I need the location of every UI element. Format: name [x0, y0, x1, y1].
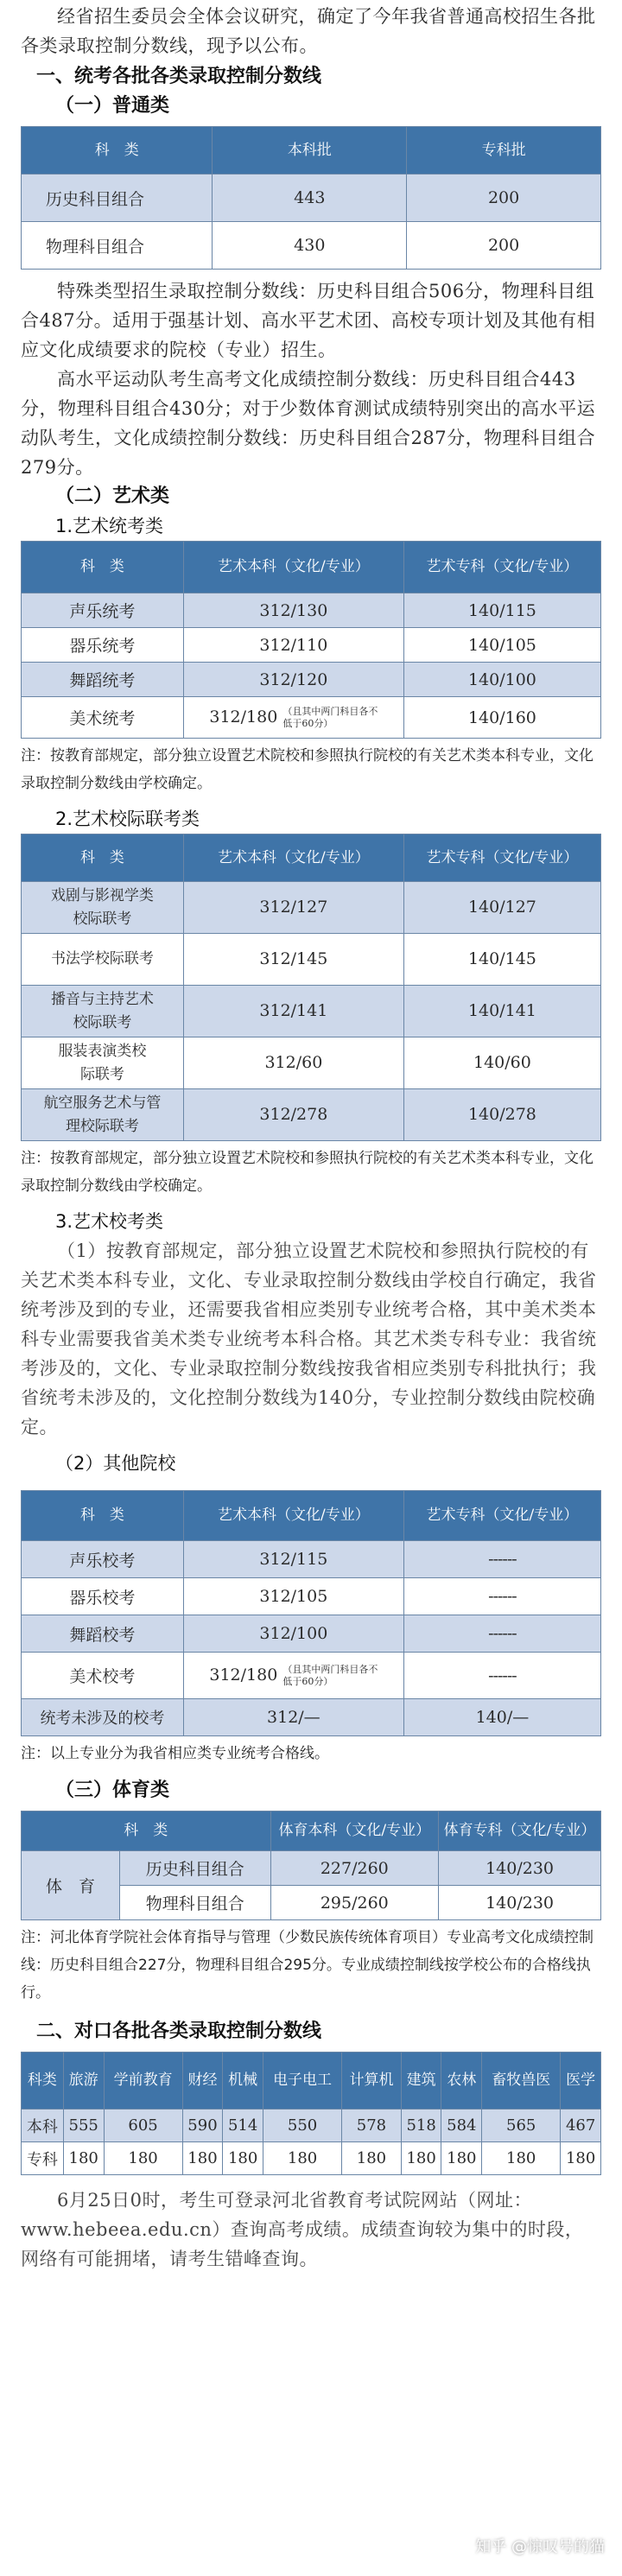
cell-value: 584: [441, 2110, 482, 2142]
table-row: [22, 1541, 601, 1578]
cell-value: 180: [342, 2142, 402, 2175]
cell-value: 140/105: [403, 628, 600, 663]
cell-value: 565: [482, 2110, 561, 2142]
header-cell: 计算机: [342, 2053, 402, 2110]
table-row: [22, 986, 601, 1037]
header-cell: 医学: [561, 2053, 601, 2110]
cell-footnote: （且其中两门科目各不低于60分）: [282, 705, 378, 729]
cell-value: 443: [213, 174, 407, 222]
athlete-paragraph: 高水平运动队考生高考文化成绩控制分数线：历史科目组合443分，物理科目组合430分；对于少数体育测试成绩特别突出的高水平运动队考生，文化成绩控制分数线：历史科目组合287分，物理科目组合279分。: [21, 369, 596, 478]
header-cell: 学前教育: [104, 2053, 182, 2110]
table-row: [22, 2110, 601, 2142]
table-row: [22, 628, 601, 663]
table-row: [22, 1578, 601, 1615]
header-cell: 本科批: [213, 127, 407, 174]
header-cell: 建筑: [401, 2053, 441, 2110]
cell-value: ------: [403, 1541, 600, 1578]
header-cell: 科 类: [22, 1491, 184, 1541]
vocational-table: [21, 2052, 601, 2175]
table-row: [22, 1037, 601, 1089]
row-label: 书法学校际联考: [22, 934, 184, 986]
cell-value: 140/115: [403, 593, 600, 628]
table-row: [22, 1851, 601, 1886]
cell-value: 180: [561, 2142, 601, 2175]
cell-value: 180: [441, 2142, 482, 2175]
row-label: 器乐统考: [22, 628, 184, 663]
table-row: [22, 593, 601, 628]
cell-value: 312/278: [183, 1089, 403, 1141]
header-cell: 财经: [182, 2053, 223, 2110]
cell-value: 312/110: [183, 628, 403, 663]
cell-value: 514: [223, 2110, 263, 2142]
row-label: 统考未涉及的校考: [22, 1699, 184, 1736]
cell-value: ------: [403, 1653, 600, 1699]
cell-value: 295/260: [270, 1886, 439, 1920]
header-cell: 专科批: [407, 127, 601, 174]
art-school-paragraph: （1）按教育部规定，部分独立设置艺术院校和参照执行院校的有关艺术类本科专业，文化、专业录取控制分数线由学校自行确定，我省统考涉及到的专业，还需要我省相应类别专业统考合格，其中美术类本科专业需要我省美术类专业统考本科合格。其艺术类专科专业：我省统考涉及的，文化、专业录取控制分数线按我省相应类别专科批执行；我省统考未涉及的，文化控制分数线为140分，专业控制分数线由院校确定。: [21, 1240, 597, 1437]
header-cell: 艺术本科（文化/专业）: [183, 834, 403, 882]
header-cell: 机械: [223, 2053, 263, 2110]
table-header-row: [22, 127, 601, 174]
art-joint-title: 2.艺术校际联考类: [55, 809, 200, 829]
header-cell: 畜牧兽医: [482, 2053, 561, 2110]
cell-value: 312/100: [183, 1615, 403, 1653]
row-label: 历史科目组合: [22, 174, 213, 222]
row-label: 器乐校考: [22, 1578, 184, 1615]
cell-value: 312/—: [183, 1699, 403, 1736]
sports-note: 注：河北体育学院社会体育指导与管理（少数民族传统体育项目）专业高考文化成绩控制线：历史科目组合227分，物理科目组合295分。专业成绩控制线按学校公布的合格线执行。: [21, 1929, 593, 2002]
header-cell: 科 类: [22, 834, 184, 882]
art-school-table: [21, 1490, 601, 1736]
cell-value: 578: [342, 2110, 402, 2142]
art-joint-note: 注：按教育部规定，部分独立设置艺术院校和参照执行院校的有关艺术类本科专业，文化录取控制分数线由学校确定。: [21, 1150, 593, 1195]
table-row: [22, 882, 601, 934]
cell-value: 312/130: [183, 593, 403, 628]
cell-footnote: （且其中两门科目各不低于60分）: [282, 1663, 378, 1687]
cell-value: 140/—: [403, 1699, 600, 1736]
cell-value: 140/160: [403, 697, 600, 739]
cell-value: 605: [104, 2110, 182, 2142]
row-label: 舞蹈统考: [22, 663, 184, 697]
table-row: [22, 1615, 601, 1653]
row-label: 戏剧与影视学类校际联考: [22, 882, 184, 934]
cell-value: 180: [263, 2142, 342, 2175]
cell-value: 140/141: [403, 986, 600, 1037]
cell-value: 140/278: [403, 1089, 600, 1141]
header-cell: 艺术本科（文化/专业）: [183, 542, 403, 593]
header-cell: 农林: [441, 2053, 482, 2110]
closing-paragraph: 6月25日0时，考生可登录河北省教育考试院网站（网址：www.hebeea.edu.cn）查询高考成绩。成绩查询较为集中的时段，网络有可能拥堵，请考生错峰查询。: [21, 2190, 584, 2269]
header-cell: 艺术本科（文化/专业）: [183, 1491, 403, 1541]
row-label: 美术统考: [22, 697, 184, 739]
row-label: 历史科目组合: [120, 1851, 270, 1886]
table-header-row: [22, 834, 601, 882]
header-cell: 旅游: [63, 2053, 104, 2110]
header-cell: 体育专科（文化/专业）: [439, 1811, 601, 1851]
header-cell: 艺术专科（文化/专业）: [403, 1491, 600, 1541]
header-cell: 体育本科（文化/专业）: [270, 1811, 439, 1851]
cell-value: [183, 1653, 403, 1699]
cell-value: 590: [182, 2110, 223, 2142]
cell-value: 227/260: [270, 1851, 439, 1886]
row-label: 物理科目组合: [120, 1886, 270, 1920]
cell-value: 180: [182, 2142, 223, 2175]
cell-main: 312/180: [209, 707, 278, 726]
cell-value: 200: [407, 222, 601, 270]
section2-title: 二、对口各批各类录取控制分数线: [36, 2021, 322, 2042]
header-cell: 科类: [22, 2053, 64, 2110]
cell-value: 550: [263, 2110, 342, 2142]
cell-value: 180: [401, 2142, 441, 2175]
table-row: [22, 1699, 601, 1736]
row-label: 美术校考: [22, 1653, 184, 1699]
header-cell: 艺术专科（文化/专业）: [403, 834, 600, 882]
table-row: [22, 934, 601, 986]
cell-value: 180: [63, 2142, 104, 2175]
cell-value: 312/145: [183, 934, 403, 986]
cell-value: 518: [401, 2110, 441, 2142]
row-label: 物理科目组合: [22, 222, 213, 270]
group-label: 体 育: [22, 1851, 120, 1920]
table-header-row: [22, 2053, 601, 2110]
cell-value: 140/100: [403, 663, 600, 697]
header-cell: 电子电工: [263, 2053, 342, 2110]
row-label: 专科: [22, 2142, 64, 2175]
cell-main: 312/180: [209, 1665, 278, 1685]
row-label: 服装表演类校际联考: [22, 1037, 184, 1089]
special-admission-paragraph: 特殊类型招生录取控制分数线：历史科目组合506分，物理科目组合487分。适用于强基计划、高水平艺术团、高校专项计划及其他有相应文化成绩要求的院校（专业）招生。: [21, 281, 596, 360]
cell-value: 180: [482, 2142, 561, 2175]
table-row: [22, 222, 601, 270]
art-school-note: 注：以上专业分为我省相应类专业统考合格线。: [21, 1745, 329, 1762]
cell-value: 140/230: [439, 1886, 601, 1920]
row-label: 声乐校考: [22, 1541, 184, 1578]
cell-value: 312/115: [183, 1541, 403, 1578]
art-school-title: 3.艺术校考类: [55, 1211, 164, 1232]
cell-value: ------: [403, 1578, 600, 1615]
cell-value: 200: [407, 174, 601, 222]
table-row: [22, 2142, 601, 2175]
row-label: 航空服务艺术与管理校际联考: [22, 1089, 184, 1141]
row-label: 播音与主持艺术校际联考: [22, 986, 184, 1037]
table-header-row: [22, 542, 601, 593]
header-cell: 科 类: [22, 127, 213, 174]
table-row: [22, 1653, 601, 1699]
cell-value: 140/230: [439, 1851, 601, 1886]
cell-value: ------: [403, 1615, 600, 1653]
table-row: [22, 697, 601, 739]
header-cell: 艺术专科（文化/专业）: [403, 542, 600, 593]
art-unified-note: 注：按教育部规定，部分独立设置艺术院校和参照执行院校的有关艺术类本科专业，文化录取控制分数线由学校确定。: [21, 747, 593, 792]
cell-value: 180: [223, 2142, 263, 2175]
other-schools-title: （2）其他院校: [55, 1453, 176, 1474]
cell-value: 312/60: [183, 1037, 403, 1089]
cell-value: 140/127: [403, 882, 600, 934]
cell-value: 467: [561, 2110, 601, 2142]
row-label: 舞蹈校考: [22, 1615, 184, 1653]
sub1-title: （一）普通类: [55, 95, 170, 117]
intro-paragraph: 经省招生委员会全体会议研究，确定了今年我省普通高校招生各批各类录取控制分数线，现予以公布。: [21, 6, 596, 56]
cell-value: 555: [63, 2110, 104, 2142]
cell-value: 312/105: [183, 1578, 403, 1615]
header-cell: 科 类: [22, 542, 184, 593]
cell-value: 140/60: [403, 1037, 600, 1089]
cell-value: 180: [104, 2142, 182, 2175]
sub2-title: （二）艺术类: [55, 485, 170, 507]
watermark: 知乎 @惊叹号的猫: [475, 2538, 605, 2556]
art-unified-table: [21, 541, 601, 739]
row-label: 声乐统考: [22, 593, 184, 628]
table-row: [22, 174, 601, 222]
sports-table: [21, 1811, 601, 1920]
cell-value: 430: [213, 222, 407, 270]
header-cell: 科 类: [22, 1811, 271, 1851]
section1-title: 一、统考各批各类录取控制分数线: [36, 66, 322, 87]
table-header-row: [22, 1811, 601, 1851]
table-row: [22, 1089, 601, 1141]
cell-value: [183, 697, 403, 739]
art-joint-table: [21, 834, 601, 1141]
row-label: 本科: [22, 2110, 64, 2142]
table-header-row: [22, 1491, 601, 1541]
general-score-table: [21, 126, 601, 270]
cell-value: 312/120: [183, 663, 403, 697]
cell-value: 312/127: [183, 882, 403, 934]
art-unified-title: 1.艺术统考类: [55, 516, 164, 536]
cell-value: 312/141: [183, 986, 403, 1037]
table-row: [22, 663, 601, 697]
cell-value: 140/145: [403, 934, 600, 986]
sub3-title: （三）体育类: [55, 1780, 170, 1801]
